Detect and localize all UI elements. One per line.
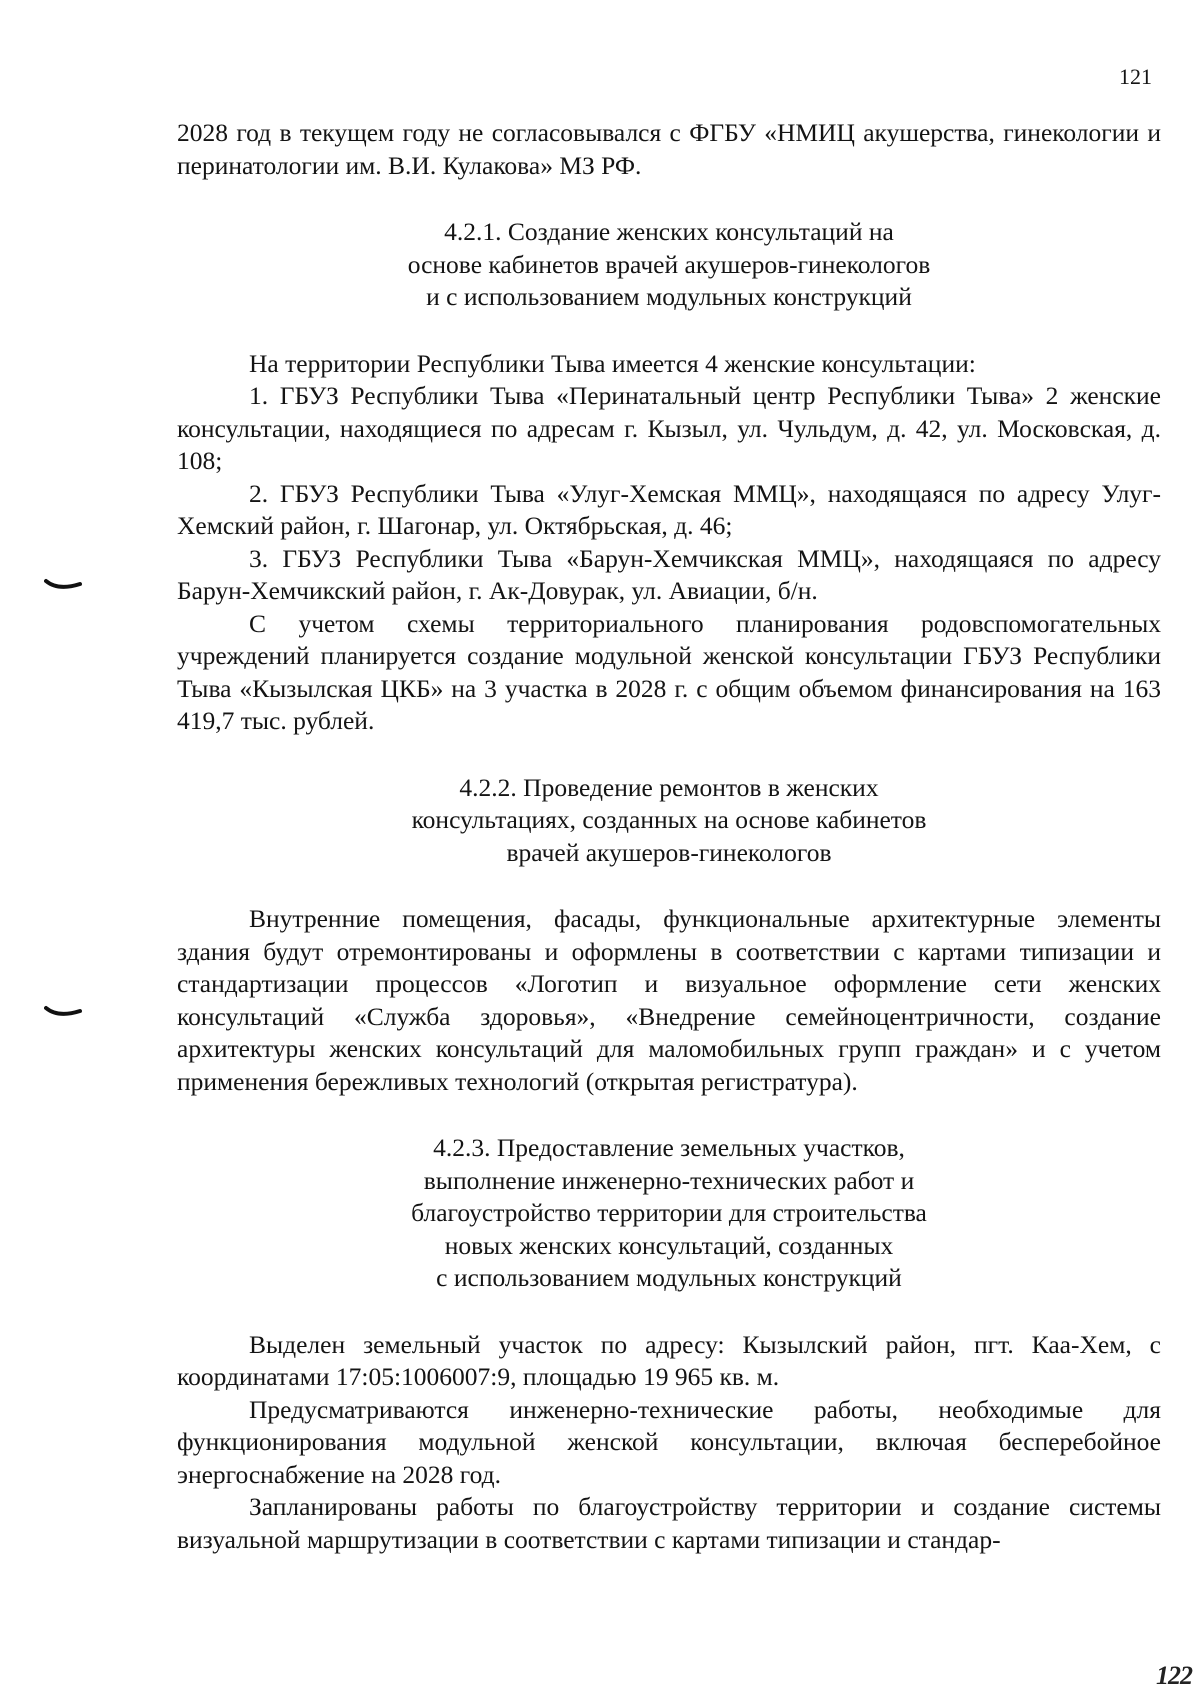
section-title-line: основе кабинетов врачей акушеров-гинекологов [407, 249, 931, 279]
paragraph: Выделен земельный участок по адресу: Кызылский район, пгт. Каа-Хем, с координатами 17:05:1006007:9, площадью 19 965 кв. м. [177, 1329, 1161, 1391]
intro-paragraph: 2028 год в текущем году не согласовывался с ФГБУ «НМИЦ акушерства, гинекологии и перинатологии им. В.И. Кулакова» МЗ РФ. [177, 118, 1161, 180]
section-title-line: консультациях, созданных на основе кабинетов [411, 805, 927, 834]
list-item: 3. ГБУЗ Республики Тыва «Барун-Хемчикская ММЦ», находящаяся по адресу Барун-Хемчикский район, г. Ак-Довурак, ул. Авиации, б/н. [177, 543, 1161, 605]
paragraph: На территории Республики Тыва имеется 4 женские консультации: [249, 348, 976, 378]
section-title-line: врачей акушеров-гинекологов [506, 837, 832, 867]
paragraph: Предусматриваются инженерно-технические работы, необходимые для функционирования модульной женской консультации, включая бесперебойное энергоснабжение на 2028 год. [177, 1394, 1161, 1489]
section-title-line: 4.2.1. Создание женских консультаций на [444, 217, 894, 246]
section-title-line: с использованием модульных конструкций [436, 1263, 902, 1292]
list-item: 2. ГБУЗ Республики Тыва «Улуг-Хемская ММЦ», находящаяся по адресу Улуг-Хемский район, г. Шагонар, ул. Октябрьская, д. 46; [177, 478, 1161, 540]
margin-check-mark-1 [44, 578, 84, 594]
section-4-2-3-title [177, 1132, 1161, 1295]
paragraph: С учетом схемы территориального планирования родовспомогательных учреждений планируется создание модульной женской консультации ГБУЗ Республики Тыва «Кызылская ЦКБ» на 3 участка в 2028 г. с общим объемом финансирования на 163 419,7 тыс. рублей. [177, 608, 1161, 735]
page-number: 121 [1119, 64, 1152, 89]
paragraph: Внутренние помещения, фасады, функциональные архитектурные элементы здания будут отремонтированы и оформлены в соответствии с картами типизации и стандартизации процессов «Логотип и визуальное оформление сети женских консультаций «Служба здоровья», «Внедрение семейноцентричности, создание архитектуры женских консультаций для маломобильных групп граждан» и с учетом применения бережливых технологий (открытая регистратура). [177, 904, 1161, 1096]
handwritten-page-mark: 122 [1156, 1661, 1192, 1690]
section-title-line: выполнение инженерно-технических работ и [423, 1165, 915, 1195]
section-title-line: благоустройство территории для строительства [411, 1198, 927, 1227]
margin-check-mark-2 [44, 1005, 84, 1021]
section-title-line: 4.2.3. Предоставление земельных участков, [433, 1133, 905, 1162]
list-item: 1. ГБУЗ Республики Тыва «Перинатальный центр Республики Тыва» 2 женские консультации, находящиеся по адресам г. Кызыл, ул. Чульдум, д. 42, ул. Московская, д. 108; [177, 381, 1161, 475]
paragraph: Запланированы работы по благоустройству территории и создание системы визуальной маршрутизации в соответствии с картами типизации и стандар- [177, 1492, 1161, 1554]
section-title-line: и с использованием модульных конструкций [426, 282, 912, 311]
section-title-line: 4.2.2. Проведение ремонтов в женских [459, 772, 879, 802]
section-4-2-2-title [177, 772, 1161, 870]
document-body [177, 117, 1161, 1556]
section-title-line: новых женских консультаций, созданных [444, 1230, 894, 1260]
section-4-2-1-title [177, 216, 1161, 314]
